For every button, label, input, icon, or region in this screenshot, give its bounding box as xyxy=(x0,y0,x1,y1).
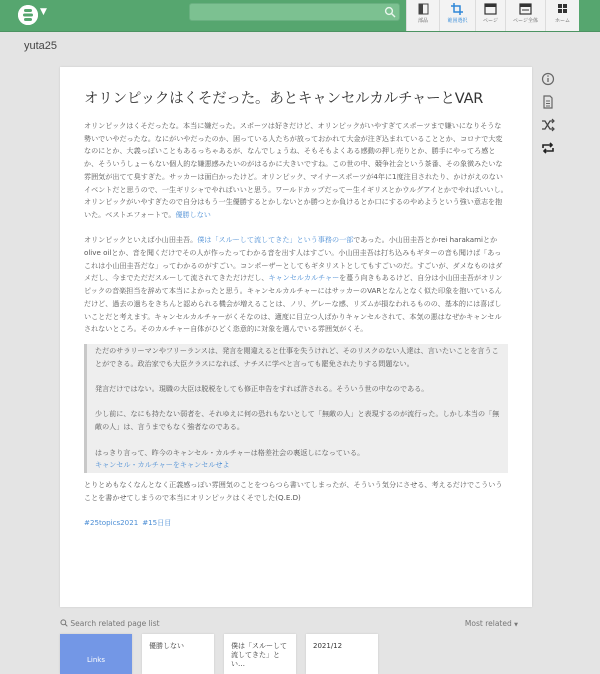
home-icon xyxy=(556,3,569,15)
full-page-button[interactable] xyxy=(505,0,545,31)
page-button[interactable] xyxy=(475,0,505,31)
page-content xyxy=(84,120,508,530)
range-select-button[interactable] xyxy=(439,0,475,31)
tag-link[interactable]: #25topics2021 xyxy=(84,518,139,528)
quote-line: 発言だけではない。現職の大臣は脱税をしても修正申告をすれば許される。そういう世の中なのである。 xyxy=(95,384,429,394)
document-icon[interactable] xyxy=(541,95,555,109)
page-menu xyxy=(541,72,557,164)
page-label: ページ xyxy=(483,18,498,24)
related-card[interactable]: 僕は「スルーして流してきた」とい… xyxy=(224,634,296,674)
related-pages-bar xyxy=(60,618,532,632)
full-page-icon xyxy=(519,3,532,15)
page-icon xyxy=(484,3,497,15)
chevron-down-icon[interactable]: ▼ xyxy=(40,7,47,17)
quote-line: ただのサラリーマンやフリーランスは、発言を閲違えると仕事を失うけれど、そのリスクのない人達は、言いたいことを言うことができる。政治家でも大臣クラスになれば、ナチスに学べと言っても罷免されたりする問題ない。 xyxy=(95,345,499,368)
blockquote xyxy=(84,344,508,473)
sort-label: Most related xyxy=(464,619,512,628)
search-icon xyxy=(60,619,68,627)
project-name[interactable]: yuta25 xyxy=(24,40,58,52)
search-icon[interactable] xyxy=(384,6,396,18)
capture-toolbar xyxy=(406,0,579,31)
tag-link[interactable]: #15日目 xyxy=(142,518,172,528)
home-label: ホーム xyxy=(554,18,570,24)
related-card[interactable]: 2021/12 xyxy=(306,634,378,674)
page-link[interactable]: 優勝しない xyxy=(175,209,211,219)
shuffle-icon[interactable] xyxy=(541,118,555,132)
sort-dropdown[interactable] xyxy=(465,619,518,628)
related-card[interactable]: 優勝しない xyxy=(142,634,214,674)
search-related-button[interactable] xyxy=(60,619,160,628)
page-link[interactable]: キャンセルカルチャー xyxy=(268,273,340,283)
full-page-label: ページ全体 xyxy=(513,18,538,24)
search-input[interactable] xyxy=(189,3,400,21)
page-link[interactable]: 僕は「スルーして流してきた」という事務の一部 xyxy=(197,235,354,245)
repost-icon[interactable] xyxy=(541,141,555,155)
search-related-label: Search related page list xyxy=(70,619,160,628)
widget-button[interactable] xyxy=(406,0,439,31)
top-navbar xyxy=(0,0,600,32)
page-title: オリンピックはくそだった。あとキャンセルカルチャーとVAR xyxy=(84,91,484,107)
home-button[interactable] xyxy=(545,0,579,31)
paragraph-text: オリンピックはくそだったな。本当に嫌だった。スポーツは好きだけど、オリンピックがいやすぎてスポーツまで嫌いになりそうな勢いでいやだったな。なにがいやだったのか、困っている人たちが放っておかれて大金が注ぎ込まれていることとか、コロナで大変なのにとか、大義っぽいこともあるっちゃあるが、なんでしょうね、そもそもよくある感動の押し売りとか、勝手にやってろ感とか、そういうしょーもない個人的な嫌悪感みたいのがはるかに大きいですね。この世の中、競争社会という茶番、その象徴みたいな雰囲気が出てて臭すぎた。サッカーは面白かったけど。オリンピック、マイナースポーツが4年に1度注目されたり、かけがえのないイベントだと思うので、一生ギリシャでやればいいと思う。ワールドカップだってー生イギリスとかウルグアイとかでやればいいし。オリンピックがいやすぎたので自分はもう一生優勝するとかしないとか勝つとか負けるとか口にするのやめようという強い意志を抱いた。ベストエフォートで。 xyxy=(84,121,508,219)
quote-source-link[interactable]: キャンセル・カルチャーをキャンセルせよ xyxy=(95,460,230,470)
paragraph-text: オリンピックといえば小山田圭吾。 xyxy=(84,235,198,245)
paragraph-text: であった。小山田圭吾とかrei harakamiとかolive oilとか、音を聞くだけでその人が作ったってわかる音を出す人はすごい。小山田圭吾は打ち込みもギターの音も聞けば「あっこれは小山田圭吾だな」ってわかるのがすごい。コンポーザーとしてもギタリストとしてもすごいのだ。すごいが、ダメなものはダメだし、今までただだスルーして流されてきただけだし、 xyxy=(84,235,503,283)
paragraph: とりとめもなくなんとなく正義感っぽい雰囲気のことをつらつら書いてしまったが、そういう気分にさせる、考えるだけでこういうことを書かせてしまうので本当にオリンピックはくそでした(Q.E.D) xyxy=(84,479,503,502)
scrapbox-logo-icon[interactable] xyxy=(18,5,38,25)
widget-icon xyxy=(417,3,430,15)
chevron-down-icon: ▼ xyxy=(514,622,518,628)
info-icon[interactable] xyxy=(541,72,555,86)
page-card xyxy=(60,67,532,607)
quote-line: はっきり言って、昨今のキャンセル・カルチャーは格差社会の裏返しになっている。 xyxy=(95,447,365,457)
tag-list xyxy=(84,517,508,530)
paragraph xyxy=(84,120,508,222)
crop-icon xyxy=(451,3,464,15)
paragraph xyxy=(84,234,508,336)
range-select-label: 範囲選択 xyxy=(447,18,468,24)
paragraph-text: を蔓う向きもあるけど、自分は小山田圭吾がオリンピックの音楽担当を辞めて本当によかったと思う。キャンセルカルチャーにはサッカーのVARとなんとなく似た印象を抱いているんだけど、過去の過ちをきちんと認められる機会が増えることは、ノリ、グレーな感、リズムが損なわれるものの、基本的には喜ばしいことだと考えます。キャンセルカルチャーがくそなのは、適度に目立つ人ばかりキャンセルされて、本気の悪はなぜかキャンセルされないところ。そのカルチャー自体がひどく恣意的に対象を選んでいる雰囲気がくそ。 xyxy=(84,273,503,334)
related-card-links[interactable]: Links xyxy=(60,634,132,674)
widget-label: 部品 xyxy=(417,18,428,24)
quote-line: 少し前に、なにも持たない弱者を、それゆえに何の恐れもないとして「無敵の人」と表現するのが流行った。しかし本当の「無敵の人」は、言うまでもなく強者なのである。 xyxy=(95,409,500,432)
